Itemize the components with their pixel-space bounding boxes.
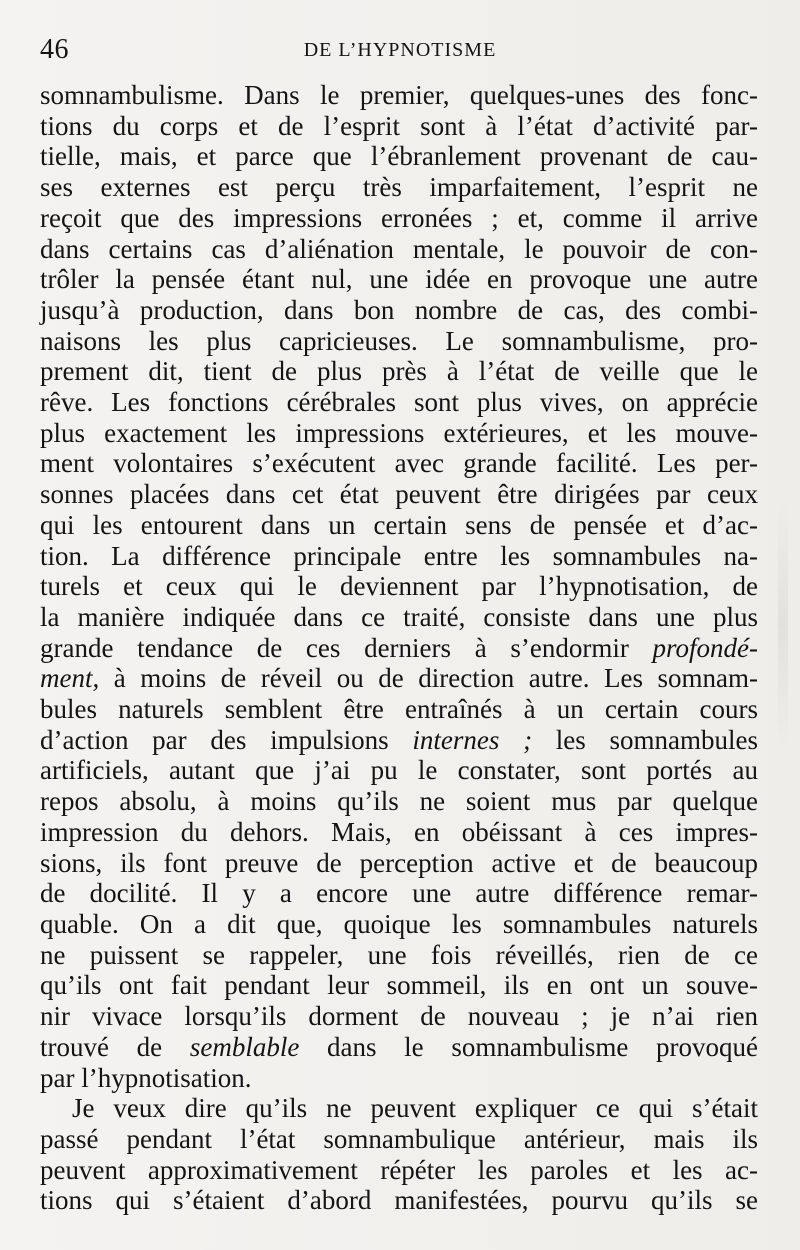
text-line: ne puissent se rappeler, une fois réveillés, rien de ce <box>40 939 758 970</box>
text-line: tions du corps et de l’esprit sont à l’état d’activité par- <box>40 110 758 141</box>
text-line: nir vivace lorsqu’ils dorment de nouveau ; je n’ai rien <box>40 1001 758 1032</box>
text-span: les somnambules <box>532 724 758 755</box>
text-line: somnambulisme. Dans le premier, quelques-unes des fonc- <box>40 80 758 110</box>
paragraph-1 <box>40 80 758 1093</box>
text-line: artificiels, autant que j’ai pu le constater, sont portés au <box>40 755 758 786</box>
text-line: plus exactement les impressions extérieures, et les mouve- <box>40 417 758 448</box>
text-line: dans certains cas d’aliénation mentale, le pouvoir de con- <box>40 233 758 264</box>
text-line <box>40 1032 758 1063</box>
paragraph-2 <box>40 1093 758 1216</box>
text-line <box>40 633 758 664</box>
italic-span: profondé- <box>652 632 758 663</box>
italic-span: ment, <box>40 663 100 694</box>
text-line: turels et ceux qui le deviennent par l’hypnotisation, de <box>40 571 758 602</box>
text-line: ses externes est perçu très imparfaitement, l’esprit ne <box>40 172 758 203</box>
page-edge-shadow <box>778 500 788 750</box>
text-line: sions, ils font preuve de perception active et de beaucoup <box>40 847 758 878</box>
page-number: 46 <box>40 34 69 65</box>
page-body <box>40 80 758 1216</box>
text-line: ment volontaires s’exécutent avec grande facilité. Les per- <box>40 448 758 479</box>
text-line: tions qui s’étaient d’abord manifestées, pourvu qu’ils se <box>40 1185 758 1216</box>
text-line <box>40 725 758 756</box>
text-line: peuvent approximativement répéter les paroles et les ac- <box>40 1154 758 1185</box>
text-line: sonnes placées dans cet état peuvent être dirigées par ceux <box>40 479 758 510</box>
text-line: par l’hypnotisation. <box>40 1062 252 1093</box>
text-span: à moins de réveil ou de direction autre. Les somnam- <box>99 663 758 694</box>
text-line: tion. La différence principale entre les somnambules na- <box>40 540 758 571</box>
running-head: DE L’HYPNOTISME <box>303 39 497 61</box>
text-line: rêve. Les fonctions cérébrales sont plus vives, on apprécie <box>40 387 758 418</box>
text-line <box>40 663 758 694</box>
text-line: la manière indiquée dans ce traité, consiste dans une plus <box>40 601 758 632</box>
italic-span: semblable <box>189 1031 300 1062</box>
text-line: tielle, mais, et parce que l’ébranlement provenant de cau- <box>40 141 758 172</box>
text-line: reçoit que des impressions erronées ; et, comme il arrive <box>40 202 758 233</box>
text-line: qu’ils ont fait pendant leur sommeil, ils en ont un souve- <box>40 970 758 1001</box>
italic-span: internes ; <box>412 724 533 755</box>
text-span: d’action par des impulsions <box>40 724 413 755</box>
text-line: Je veux dire qu’ils ne peuvent expliquer ce qui s’était <box>72 1093 758 1124</box>
text-line: bules naturels semblent être entraînés à un certain cours <box>40 694 758 725</box>
text-line: quable. On a dit que, quoique les somnambules naturels <box>40 908 758 939</box>
text-span: grande tendance de ces derniers à s’endormir <box>40 632 653 663</box>
text-span: dans le somnambulisme provoqué <box>299 1031 758 1062</box>
text-line: jusqu’à production, dans bon nombre de cas, des combi- <box>40 294 758 325</box>
text-line: qui les entourent dans un certain sens de pensée et d’ac- <box>40 509 758 540</box>
text-line: repos absolu, à moins qu’ils ne soient mus par quelque <box>40 786 758 817</box>
text-line: prement dit, tient de plus près à l’état de veille que le <box>40 356 758 387</box>
page-header <box>40 34 760 66</box>
text-line: trôler la pensée étant nul, une idée en provoque une autre <box>40 264 758 295</box>
text-span: trouvé de <box>40 1031 190 1062</box>
text-line: passé pendant l’état somnambulique antérieur, mais ils <box>40 1123 758 1154</box>
text-line: naisons les plus capricieuses. Le somnambulisme, pro- <box>40 325 758 356</box>
text-line: de docilité. Il y a encore une autre différence remar- <box>40 878 758 909</box>
text-line: impression du dehors. Mais, en obéissant à ces impres- <box>40 816 758 847</box>
